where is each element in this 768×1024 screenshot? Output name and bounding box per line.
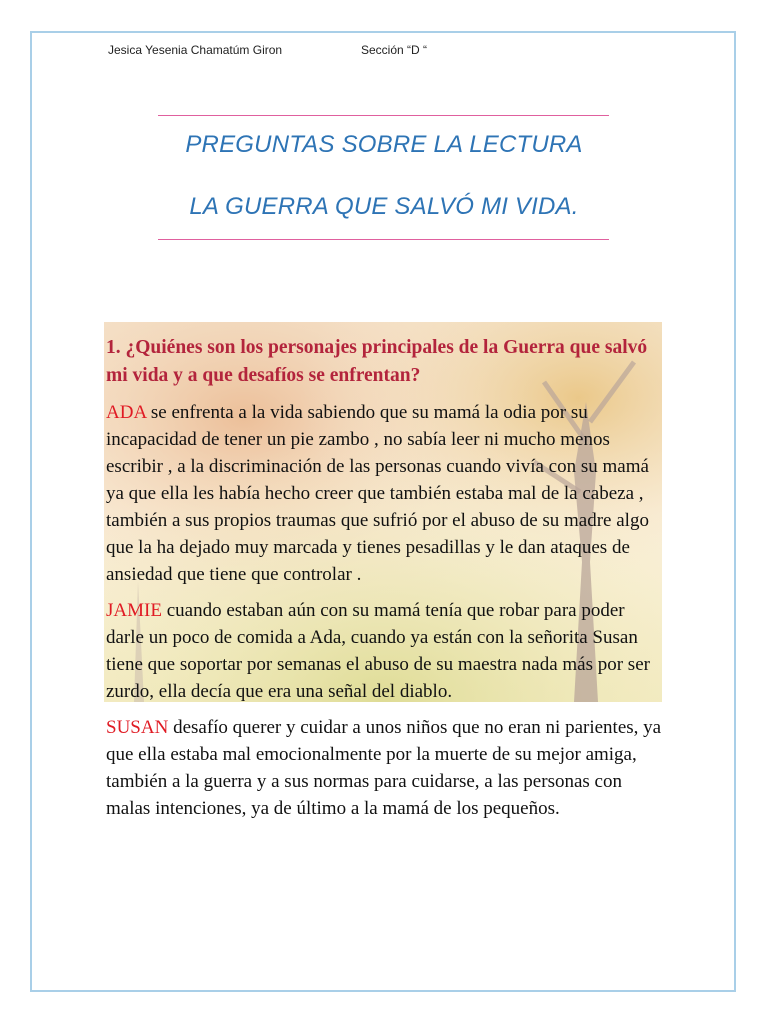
main-content (106, 334, 666, 831)
title-line-2: LA GUERRA QUE SALVÓ MI VIDA. (189, 193, 579, 220)
title-line-1: PREGUNTAS SOBRE LA LECTURA (185, 131, 583, 158)
character-name: ADA (106, 402, 147, 423)
question-number: 1. (106, 337, 121, 358)
question-1 (106, 334, 666, 390)
section-label: Sección “D “ (361, 43, 428, 57)
bottom-rule (158, 239, 609, 240)
answer-ada (106, 399, 666, 588)
top-rule (158, 115, 609, 116)
answer-susan (106, 714, 666, 822)
character-name: SUSAN (106, 717, 169, 738)
answer-jamie (106, 597, 666, 705)
character-name: JAMIE (106, 600, 162, 621)
answer-text: cuando estaban aún con su mamá tenía que robar para poder darle un poco de comida a Ada, cuando ya están con la señorita Susan tiene que soportar por semanas el abuso de su maestra nada más por ser zurdo, ella decía que era una señal del diablo. (106, 600, 650, 702)
question-text: ¿Quiénes son los personajes principales de la Guerra que salvó mi vida y a que desafíos se enfrentan? (106, 337, 648, 386)
author-name: Jesica Yesenia Chamatúm Giron (108, 43, 283, 57)
answer-text: desafío querer y cuidar a unos niños que no eran ni parientes, ya que ella estaba mal emocionalmente por la muerte de su mejor amiga, también a la guerra y a sus normas para cuidarse, a las personas con malas intenciones, ya de último a la mamá de los pequeños. (106, 717, 662, 819)
answer-text: se enfrenta a la vida sabiendo que su mamá la odia por su incapacidad de tener un pie zambo , no sabía leer ni mucho menos escribir , a la discriminación de las personas cuando vivía con su mamá ya que ella les había hecho creer que también estaba mal de la cabeza , también a sus propios traumas que sufrió por el abuso de su madre algo que la ha dejado muy marcada y tienes pesadillas y le dan ataques de ansiedad que tiene que controlar . (106, 402, 649, 585)
